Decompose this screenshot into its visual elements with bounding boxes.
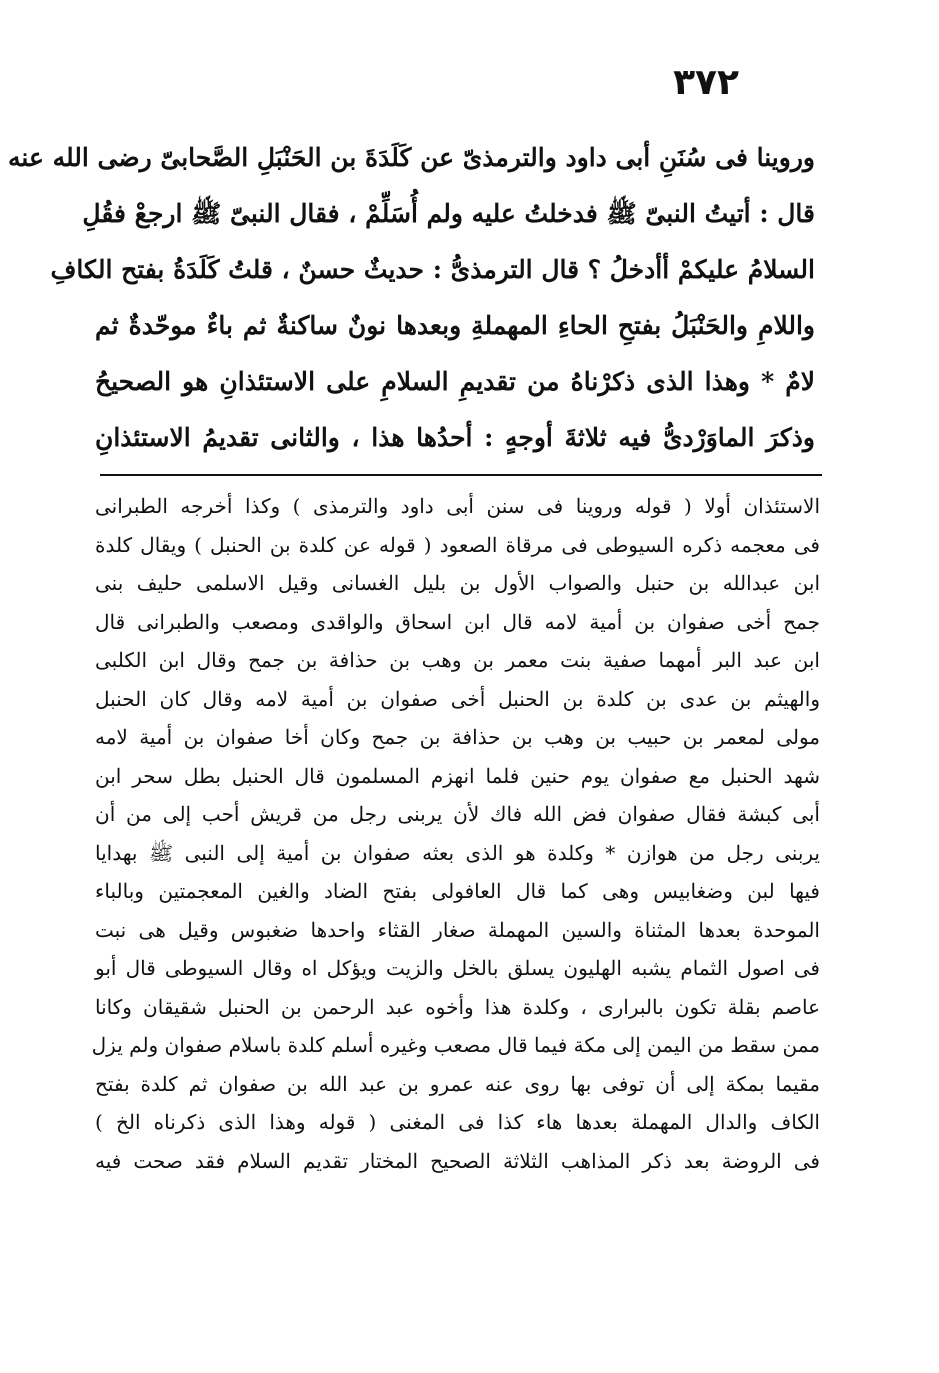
footnote-line: ابن عبدالله بن حنبل والصواب الأول بن بليل الغسانى وقيل الاسلمى حليف بنى bbox=[95, 571, 820, 595]
page-number: ٣٧٢ bbox=[673, 62, 739, 103]
footnote-line: الاستئذان أولا ( قوله وروينا فى سنن أبى داود والترمذى ) وكذا أخرجه الطبرانى bbox=[95, 494, 820, 518]
main-text-line: السلامُ عليكمْ أأدخلُ ؟ قال الترمذىُّ : حديثٌ حسنٌ ، قلتُ كَلَدَةُ بفتح الكافِ bbox=[50, 255, 815, 284]
footnote-divider bbox=[100, 474, 822, 476]
footnote-line: فى الروضة بعد ذكر المذاهب الثلاثة الصحيح المختار تقديم السلام فقد صحت فيه bbox=[95, 1148, 820, 1173]
footnote-line: فى معجمه ذكره السيوطى فى مرقاة الصعود ( قوله عن كلدة بن الحنبل ) ويقال كلدة bbox=[95, 532, 820, 557]
footnote-line: ممن سقط من اليمن إلى مكة فيما قال مصعب وغيره أسلم كلدة باسلام صفوان ولم يزل bbox=[91, 1033, 820, 1057]
footnote-line: ابن عبد البر أمهما صفية بنت معمر بن وهب بن حذافة بن جمح وقال ابن الكلبى bbox=[95, 648, 820, 672]
footnote-line: الموحدة بعدها المثناة والسين المهملة صغار القثاء واحدها ضغبوس وقيل هى نبت bbox=[95, 917, 820, 942]
footnote-line: شهد الحنبل مع صفوان يوم حنين فلما انهزم المسلمون قال الحنبل بطل سحر ابن bbox=[95, 763, 820, 788]
footnote-line: والهيثم بن عدى بن كلدة بن الحنبل أخى صفوان بن أمية لامه وقال كان الحنبل bbox=[95, 686, 820, 711]
main-text-line: لامٌ * وهذا الذى ذكرْناهُ من تقديمِ السلامِ على الاستئذانِ هو الصحيحُ bbox=[95, 367, 815, 396]
main-text-block bbox=[8, 130, 815, 466]
main-text-line: قال : أتيتُ النبىّ ﷺ فدخلتُ عليه ولم أُسَلِّمْ ، فقال النبىّ ﷺ ارجعْ فقُلِ bbox=[82, 199, 815, 228]
main-text-line: واللامِ والحَنْبَلُ بفتحِ الحاءِ المهملةِ وبعدها نونٌ ساكنةٌ ثم باءٌ موحّدةٌ ثم bbox=[95, 311, 815, 340]
footnote-line: مولى لمعمر بن حبيب بن وهب بن حذافة بن جمح وكان أخا صفوان بن أمية لامه bbox=[95, 725, 820, 749]
footnote-line: مقيما بمكة إلى أن توفى بها روى عنه عمرو بن عبد الله بن صفوان ثم كلدة بفتح bbox=[95, 1071, 820, 1096]
main-text-line: وروينا فى سُنَنِ أبى داود والترمذىّ عن كَلَدَةَ بن الحَنْبَلِ الصَّحابىّ رضى الله عنه bbox=[8, 143, 815, 172]
footnote-line: أبى كبشة فقال صفوان فض الله فاك لأن يربنى رجل من قريش أحب إلى من أن bbox=[95, 802, 820, 826]
footnote-block bbox=[91, 487, 820, 1180]
footnote-line: عاصم بقلة تكون بالبرارى ، وكلدة هذا وأخوه عبد الرحمن بن الحنبل شقيقان وكانا bbox=[95, 994, 820, 1019]
footnote-line: الكاف والدال المهملة بعدها هاء كذا فى المغنى ( قوله وهذا الذى ذكرناه الخ ) bbox=[95, 1110, 820, 1134]
footnote-line: فيها لبن وضغابيس وهى كما قال العافولى بفتح الضاد والغين المعجمتين وبالباء bbox=[95, 879, 820, 903]
footnote-line: فى اصول الثمام يشبه الهليون يسلق بالخل والزيت ويؤكل اه وقال السيوطى قال أبو bbox=[95, 956, 820, 980]
main-text-line: وذكرَ الماوَرْدىُّ فيه ثلاثةَ أوجهٍ : أحدُها هذا ، والثانى تقديمُ الاستئذانِ bbox=[95, 423, 815, 452]
footnote-line: يربنى رجل من هوازن * وكلدة هو الذى بعثه صفوان بن أمية إلى النبى ﷺ بهدايا bbox=[95, 840, 820, 865]
footnote-line: جمح أخى صفوان بن أمية لامه قال ابن اسحاق والواقدى ومصعب والطبرانى قال bbox=[95, 609, 820, 634]
